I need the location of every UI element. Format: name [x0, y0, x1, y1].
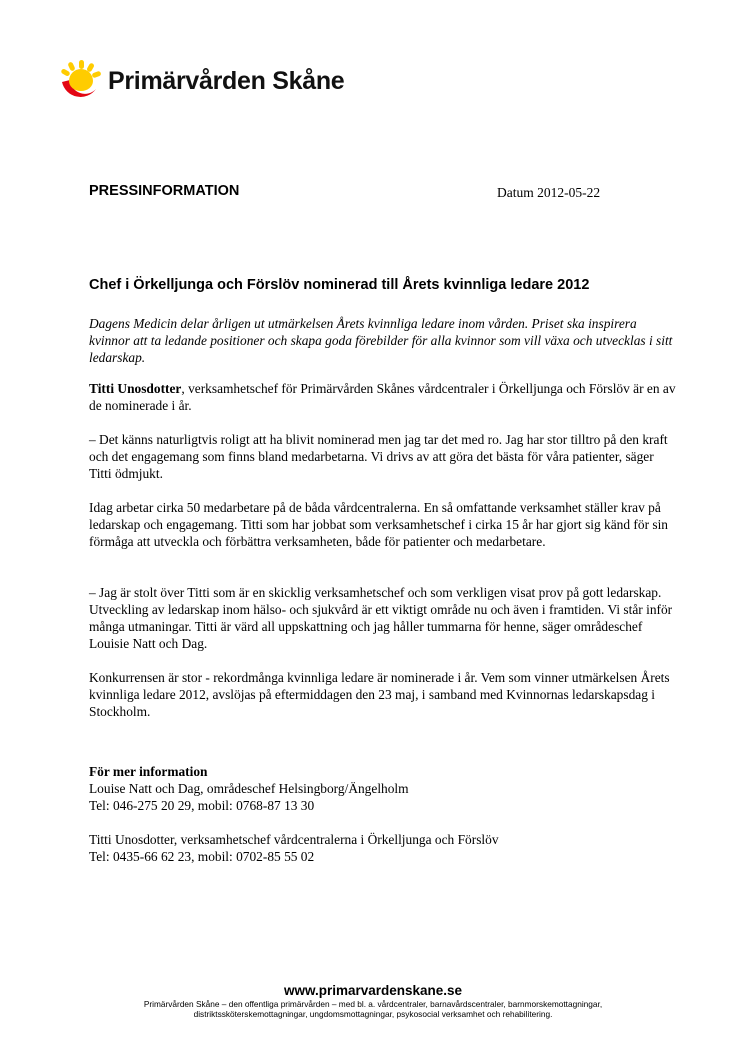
paragraph-1-text: , verksamhetschef för Primärvården Skånes vårdcentraler i Örkelljunga och Förslöv är en av de nominerade i år. [89, 381, 676, 413]
intro-paragraph: Dagens Medicin delar årligen ut utmärkelsen Årets kvinnliga ledare inom vården. Priset ska inspirera kvinnor att ta ledande positioner och skapa goda förebilder för alla kvinnor som vill växa och utvecklas i sitt ledarskap. [89, 316, 673, 365]
contact-block-2 [89, 831, 499, 865]
footer-description-line-1: Primärvården Skåne – den offentliga primärvården – med bl. a. vårdcentraler, barnavårdscentraler, barnmorskemottagningar, [143, 999, 603, 1009]
brand-name: Primärvården Skåne [108, 66, 345, 95]
press-information-label: PRESSINFORMATION [89, 183, 240, 199]
contact-person-2-phone: Tel: 0435-66 62 23, mobil: 0702-85 55 02 [89, 849, 315, 864]
footer-url: www.primarvardenskane.se [283, 983, 463, 998]
headline: Chef i Örkelljunga och Förslöv nominerad till Årets kvinnliga ledare 2012 [89, 277, 590, 293]
footer [0, 983, 746, 1019]
contact-heading: För mer information [89, 764, 208, 779]
document-date: Datum 2012-05-22 [497, 185, 601, 200]
paragraph-1 [89, 380, 679, 414]
contact-person-2: Titti Unosdotter, verksamhetschef vårdcentralerna i Örkelljunga och Förslöv [89, 832, 499, 847]
contact-person-1-phone: Tel: 046-275 20 29, mobil: 0768-87 13 30 [89, 798, 315, 813]
paragraph-3: Idag arbetar cirka 50 medarbetare på de båda vårdcentralerna. En så omfattande verksamhet ställer krav på ledarskap och engagemang. Titti som har jobbat som verksamhetschef i cirka 15 år har gjort sig känd för sin förmåga att utveckla och förbättra verksamheten, både för patienter och medarbetare. [89, 500, 669, 549]
paragraph-4: – Jag är stolt över Titti som är en skicklig verksamhetschef och som verkligen visat prov på gott ledarskap. Utveckling av ledarskap inom hälso- och sjukvård är ett viktigt område nu och även i framtiden. Vi står inför många utmaningar. Titti är värd all uppskattning och jag håller tummarna för henne, säger områdeschef Louisie Natt och Dag. [89, 585, 673, 651]
paragraph-5: Konkurrensen är stor - rekordmånga kvinnliga ledare är nominerade i år. Vem som vinner utmärkelsen Årets kvinnliga ledare 2012, avslöjas på eftermiddagen den 23 maj, i samband med Kvinnornas ledarskapsdag i Stockholm. [89, 670, 670, 719]
contact-block [89, 763, 409, 814]
sun-logo-icon [58, 59, 102, 103]
nominee-name: Titti Unosdotter [89, 381, 182, 396]
paragraph-2: – Det känns naturligtvis roligt att ha blivit nominerad men jag tar det med ro. Jag har stor tilltro på den kraft och det engagemang som finns bland medarbetarna. Vi drivs av att göra det bästa för våra patienter, säger Titti ödmjukt. [89, 432, 668, 481]
footer-description-line-2: distriktssköterskemottagningar, ungdomsmottagningar, psykosocial verksamhet och rehabilitering. [193, 1009, 553, 1019]
contact-person-1: Louise Natt och Dag, områdeschef Helsingborg/Ängelholm [89, 781, 409, 796]
logo [58, 58, 344, 104]
